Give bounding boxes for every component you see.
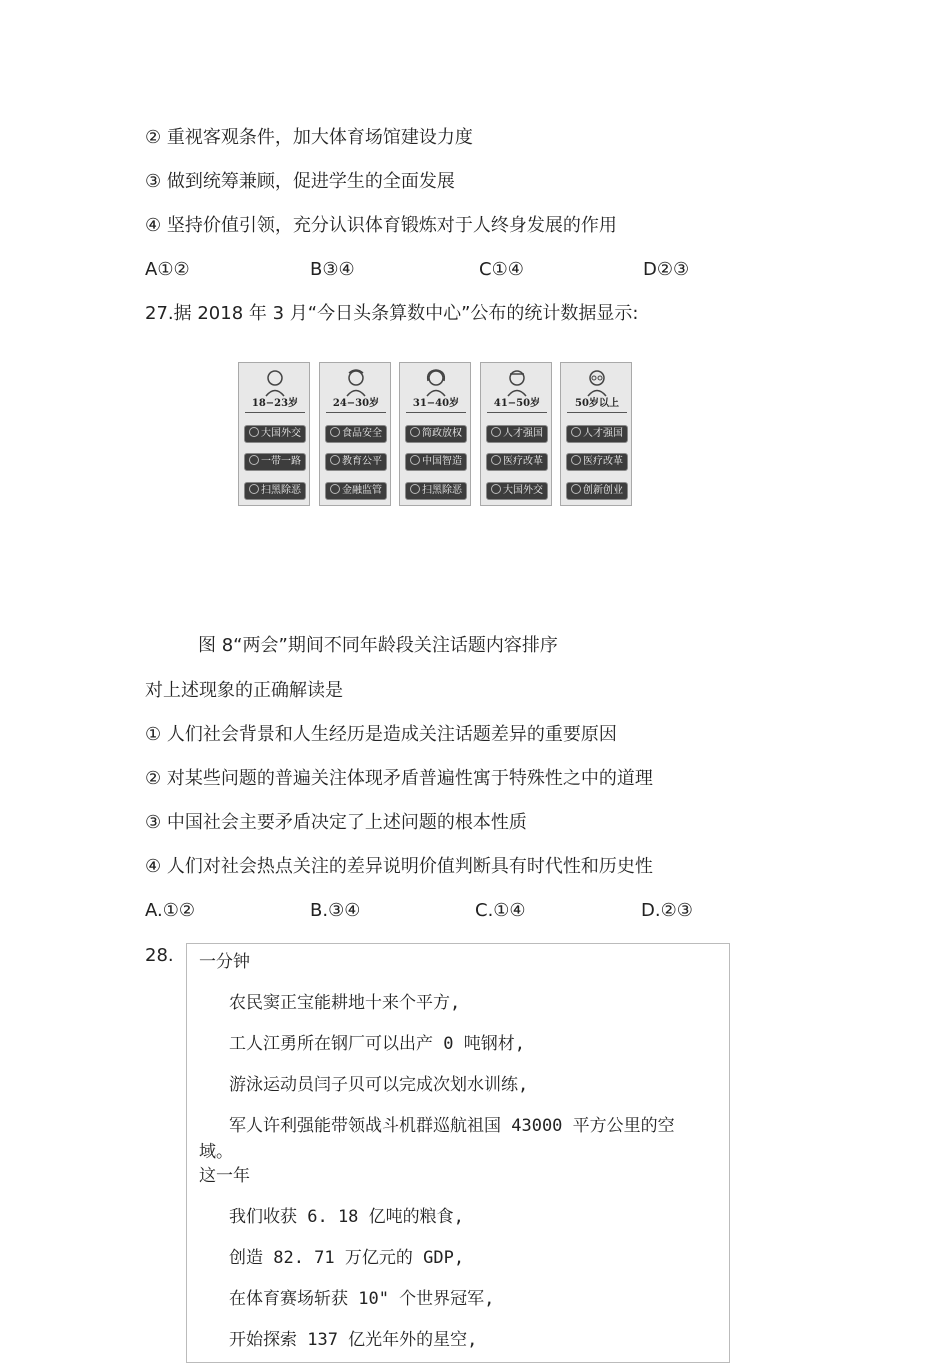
topic-icon [410,427,420,437]
person-icon [239,367,311,397]
q26-option-c: C①④ [479,259,524,280]
age-label: 18−23岁 [245,397,305,413]
poem-line: 域。 [199,1142,233,1162]
topic-icon [249,455,259,465]
poem-line: 我们收获 6. 18 亿吨的粮食, [229,1207,464,1227]
topic-icon [410,455,420,465]
q27-stem: 27.据 2018 年 3 月“今日头条算数中心”公布的统计数据显示: [145,303,639,324]
q27-statement-2: ② 对某些问题的普遍关注体现矛盾普遍性寓于特殊性之中的道理 [145,768,653,789]
age-group-card [560,362,632,506]
q27-question: 对上述现象的正确解读是 [145,680,343,701]
poem-line: 农民窦正宝能耕地十来个平方, [229,993,461,1013]
age-label: 24−30岁 [326,397,386,413]
topic-icon [330,484,340,494]
topic-tag: 医疗改革 [566,453,628,471]
poem-line: 游泳运动员闫子贝可以完成次划水训练, [229,1075,529,1095]
person-icon [561,367,633,397]
topic-tag: 人才强国 [486,425,548,443]
q27-statement-1: ① 人们社会背景和人生经历是造成关注话题差异的重要原因 [145,724,617,745]
q26-option-d: D②③ [643,259,690,280]
poem-line: 工人江勇所在钢厂可以出产 0 吨钢材, [229,1034,525,1054]
topic-icon [491,484,501,494]
topic-tag: 医疗改革 [486,453,548,471]
q26-option-b: B③④ [310,259,355,280]
topic-icon [330,455,340,465]
person-icon [481,367,553,397]
age-group-card [319,362,391,506]
topic-icon [571,427,581,437]
person-icon [400,367,472,397]
topic-tag: 创新创业 [566,482,628,500]
q26-statement-3: ③ 做到统筹兼顾，促进学生的全面发展 [145,171,455,192]
age-group-card [399,362,471,506]
topic-tag: 人才强国 [566,425,628,443]
age-group-card [238,362,310,506]
age-group-card [480,362,552,506]
age-group-topics-figure [238,362,634,508]
topic-icon [571,484,581,494]
topic-icon [571,455,581,465]
q28-number: 28. [145,945,174,966]
topic-tag: 一带一路 [244,453,306,471]
topic-tag: 食品安全 [325,425,387,443]
topic-icon [249,427,259,437]
topic-tag: 简政放权 [405,425,467,443]
topic-icon [249,484,259,494]
age-label: 31−40岁 [406,397,466,413]
q27-option-d: D.②③ [641,900,693,921]
poem-line: 创造 82. 71 万亿元的 GDP, [229,1248,465,1268]
topic-tag: 中国智造 [405,453,467,471]
poem-line: 军人许利强能带领战斗机群巡航祖国 43000 平方公里的空 [229,1116,675,1136]
q27-option-b: B.③④ [310,900,361,921]
topic-tag: 大国外交 [244,425,306,443]
q26-statement-2: ② 重视客观条件，加大体育场馆建设力度 [145,127,473,148]
q26-statement-4: ④ 坚持价值引领，充分认识体育锻炼对于人终身发展的作用 [145,215,617,236]
topic-tag: 扫黑除恶 [244,482,306,500]
poem-line: 在体育赛场斩获 10" 个世界冠军, [229,1289,495,1309]
poem-heading: 一分钟 [199,952,250,972]
topic-tag: 扫黑除恶 [405,482,467,500]
q28-poem-box [186,943,730,1363]
topic-tag: 教育公平 [325,453,387,471]
q27-statement-4: ④ 人们对社会热点关注的差异说明价值判断具有时代性和历史性 [145,856,653,877]
topic-tag: 金融监管 [325,482,387,500]
person-icon [320,367,392,397]
topic-icon [330,427,340,437]
q27-statement-3: ③ 中国社会主要矛盾决定了上述问题的根本性质 [145,812,527,833]
topic-icon [491,427,501,437]
topic-icon [491,455,501,465]
age-label: 41−50岁 [487,397,547,413]
figure-caption: 图 8“两会”期间不同年龄段关注话题内容排序 [198,635,558,656]
topic-tag: 大国外交 [486,482,548,500]
q27-option-a: A.①② [145,900,195,921]
poem-heading: 这一年 [199,1166,250,1186]
q26-option-a: A①② [145,259,190,280]
poem-line: 开始探索 137 亿光年外的星空, [229,1330,478,1350]
topic-icon [410,484,420,494]
q27-option-c: C.①④ [475,900,526,921]
age-label: 50岁以上 [567,397,627,413]
